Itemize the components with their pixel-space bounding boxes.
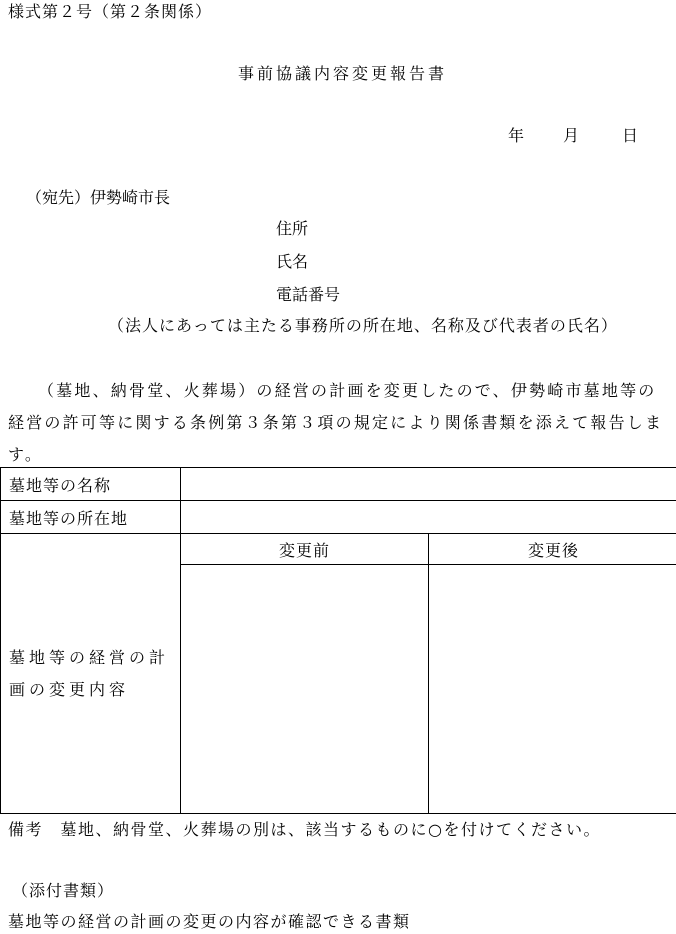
change-report-table (0, 467, 676, 814)
cemetery-location-field[interactable] (181, 501, 676, 534)
table-row (1, 468, 676, 501)
change-content-label-text: 墓地等の経営の計画の変更内容 (9, 647, 170, 699)
addressee: （宛先）伊勢崎市長 (26, 188, 171, 207)
cemetery-name-label: 墓地等の名称 (1, 468, 181, 501)
after-change-header: 変更後 (429, 534, 676, 565)
form-number: 様式第２号（第２条関係） (8, 2, 213, 21)
attachments-heading: （添付書類） (12, 881, 115, 900)
after-change-field[interactable] (429, 565, 676, 814)
change-content-label (1, 534, 181, 814)
corporate-note: （法人にあっては主たる事務所の所在地、名称及び代表者の氏名） (108, 316, 618, 335)
table-row (1, 501, 676, 534)
remark-note: 備考 墓地、納骨堂、火葬場の別は、該当するものに○を付けてください。 (8, 820, 601, 839)
applicant-phone-label: 電話番号 (276, 285, 341, 304)
cemetery-location-label: 墓地等の所在地 (1, 501, 181, 534)
attachment-item: 墓地等の経営の計画の変更の内容が確認できる書類 (8, 912, 411, 931)
applicant-name-label: 氏名 (276, 252, 309, 271)
applicant-address-label: 住所 (276, 219, 309, 238)
document-title: 事前協議内容変更報告書 (238, 64, 448, 83)
date-month-label: 月 (563, 126, 580, 145)
before-change-header: 変更前 (181, 534, 429, 565)
report-body-text: （墓地、納骨堂、火葬場）の経営の計画を変更したので、伊勢崎市墓地等の経営の許可等に関する条例第３条第３項の規定により関係書類を添えて報告します。 (8, 381, 664, 464)
date-year-label: 年 (508, 126, 525, 145)
date-day-label: 日 (622, 126, 639, 145)
cemetery-name-field[interactable] (181, 468, 676, 501)
before-change-field[interactable] (181, 565, 429, 814)
table-row (1, 534, 676, 565)
